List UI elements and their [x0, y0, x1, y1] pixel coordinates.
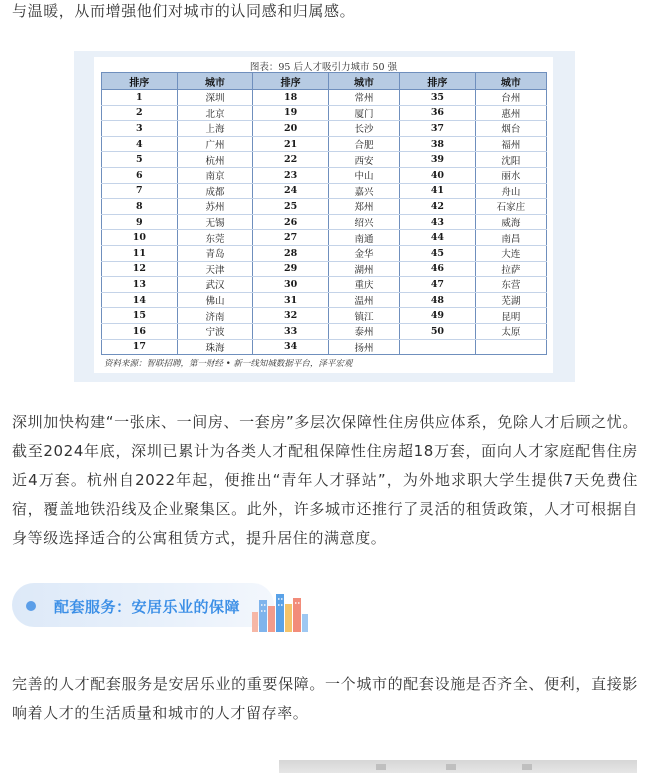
- table-row: [102, 90, 547, 106]
- rank-cell: 48: [400, 292, 476, 308]
- rank-cell: 30: [253, 277, 329, 293]
- rank-cell: 17: [102, 339, 178, 355]
- city-cell: [475, 339, 546, 355]
- city-cell: 丽水: [475, 167, 546, 183]
- city-cell: 重庆: [328, 277, 399, 293]
- rank-cell: 39: [400, 152, 476, 168]
- table-source-note: 资料来源：智联招聘，第一财经 • 新一线知城数据平台，泽平宏观: [104, 359, 353, 369]
- city-cell: 台州: [475, 90, 546, 106]
- rank-cell: 50: [400, 323, 476, 339]
- rank-cell: 1: [102, 90, 178, 106]
- header-rank: 排序: [253, 73, 329, 90]
- rank-cell: 27: [253, 230, 329, 246]
- rank-cell: 36: [400, 105, 476, 121]
- rank-cell: 5: [102, 152, 178, 168]
- rank-cell: 35: [400, 90, 476, 106]
- city-cell: 芜湖: [475, 292, 546, 308]
- city-cell: 厦门: [328, 105, 399, 121]
- rank-cell: 32: [253, 308, 329, 324]
- table-figure: [74, 51, 575, 382]
- rank-cell: 18: [253, 90, 329, 106]
- city-cell: 福州: [475, 136, 546, 152]
- header-rank: 排序: [102, 73, 178, 90]
- city-cell: 中山: [328, 167, 399, 183]
- city-cell: 烟台: [475, 121, 546, 137]
- table-row: [102, 230, 547, 246]
- city-cell: 深圳: [177, 90, 253, 106]
- rank-cell: 11: [102, 245, 178, 261]
- rank-cell: 14: [102, 292, 178, 308]
- table-row: [102, 277, 547, 293]
- city-cell: 温州: [328, 292, 399, 308]
- city-ranking-table: [101, 72, 547, 355]
- table-row: [102, 183, 547, 199]
- city-cell: 嘉兴: [328, 183, 399, 199]
- rank-cell: 47: [400, 277, 476, 293]
- city-cell: 西安: [328, 152, 399, 168]
- city-cell: 镇江: [328, 308, 399, 324]
- photo-detail: [376, 764, 386, 770]
- table-row: [102, 323, 547, 339]
- city-cell: 舟山: [475, 183, 546, 199]
- rank-cell: 31: [253, 292, 329, 308]
- city-cell: 拉萨: [475, 261, 546, 277]
- city-cell: 大连: [475, 245, 546, 261]
- rank-cell: 21: [253, 136, 329, 152]
- city-cell: 长沙: [328, 121, 399, 137]
- table-row: [102, 199, 547, 215]
- rank-cell: 28: [253, 245, 329, 261]
- paragraph-services: 完善的人才配套服务是安居乐业的重要保障。一个城市的配套设施是否齐全、便利，直接影响着人才的生活质量和城市的人才留存率。: [12, 675, 638, 722]
- table-row: [102, 167, 547, 183]
- rank-cell: 46: [400, 261, 476, 277]
- rank-cell: 19: [253, 105, 329, 121]
- city-cell: 成都: [177, 183, 253, 199]
- table-title: 图表：95 后人才吸引力城市 50 强: [249, 62, 398, 73]
- rank-cell: 29: [253, 261, 329, 277]
- city-cell: 广州: [177, 136, 253, 152]
- rank-cell: 8: [102, 199, 178, 215]
- photo-detail: [522, 764, 532, 770]
- city-cell: 扬州: [328, 339, 399, 355]
- photo-top-edge: [279, 760, 637, 773]
- rank-cell: 23: [253, 167, 329, 183]
- header-rank: 排序: [400, 73, 476, 90]
- header-city: 城市: [177, 73, 253, 90]
- city-cell: 威海: [475, 214, 546, 230]
- city-cell: 太原: [475, 323, 546, 339]
- city-cell: 南昌: [475, 230, 546, 246]
- city-cell: 东营: [475, 277, 546, 293]
- rank-cell: [400, 339, 476, 355]
- rank-cell: 33: [253, 323, 329, 339]
- rank-cell: 20: [253, 121, 329, 137]
- rank-cell: 44: [400, 230, 476, 246]
- city-cell: 沈阳: [475, 152, 546, 168]
- table-body: [102, 90, 547, 355]
- rank-cell: 7: [102, 183, 178, 199]
- rank-cell: 3: [102, 121, 178, 137]
- paragraph-intro-tail: 与温暖，从而增强他们对城市的认同感和归属感。: [12, 2, 356, 20]
- table-row: [102, 245, 547, 261]
- city-cell: 南京: [177, 167, 253, 183]
- rank-cell: 34: [253, 339, 329, 355]
- rank-cell: 13: [102, 277, 178, 293]
- rank-cell: 2: [102, 105, 178, 121]
- rank-cell: 4: [102, 136, 178, 152]
- table-row: [102, 308, 547, 324]
- city-cell: 北京: [177, 105, 253, 121]
- header-city: 城市: [328, 73, 399, 90]
- rank-cell: 49: [400, 308, 476, 324]
- city-cell: 佛山: [177, 292, 253, 308]
- rank-cell: 26: [253, 214, 329, 230]
- city-cell: 绍兴: [328, 214, 399, 230]
- city-cell: 合肥: [328, 136, 399, 152]
- city-cell: 郑州: [328, 199, 399, 215]
- rank-cell: 22: [253, 152, 329, 168]
- city-cell: 南通: [328, 230, 399, 246]
- table-row: [102, 105, 547, 121]
- rank-cell: 16: [102, 323, 178, 339]
- table-row: [102, 292, 547, 308]
- paragraph-housing: 深圳加快构建“一张床、一间房、一套房”多层次保障性住房供应体系，免除人才后顾之忧。截至2024年底，深圳已累计为各类人才配租保障性住房超18万套，面向人才家庭配售住房近4万套。杭州自2022年起，便推出“青年人才驿站”，为外地求职大学生提供7天免费住宿，覆盖地铁沿线及企业聚集区。此外，许多城市还推行了灵活的租赁政策，人才可根据自身等级选择适合的公寓租赁方式，提升居住的满意度。: [12, 413, 638, 547]
- rank-cell: 10: [102, 230, 178, 246]
- city-cell: 武汉: [177, 277, 253, 293]
- city-cell: 湖州: [328, 261, 399, 277]
- city-cell: 济南: [177, 308, 253, 324]
- city-cell: 惠州: [475, 105, 546, 121]
- table-row: [102, 152, 547, 168]
- table-row: [102, 136, 547, 152]
- city-cell: 石家庄: [475, 199, 546, 215]
- table-header-row: [102, 73, 547, 90]
- section-title: 配套服务：安居乐业的保障: [54, 598, 241, 616]
- rank-cell: 25: [253, 199, 329, 215]
- rank-cell: 9: [102, 214, 178, 230]
- city-cell: 常州: [328, 90, 399, 106]
- city-cell: 杭州: [177, 152, 253, 168]
- table-figure-inner: [94, 57, 553, 373]
- table-row: [102, 261, 547, 277]
- rank-cell: 40: [400, 167, 476, 183]
- city-cell: 无锡: [177, 214, 253, 230]
- photo-detail: [446, 764, 456, 770]
- rank-cell: 12: [102, 261, 178, 277]
- city-cell: 苏州: [177, 199, 253, 215]
- city-cell: 泰州: [328, 323, 399, 339]
- city-buildings-icon: [250, 590, 310, 632]
- city-cell: 天津: [177, 261, 253, 277]
- rank-cell: 42: [400, 199, 476, 215]
- city-cell: 上海: [177, 121, 253, 137]
- table-row: [102, 339, 547, 355]
- city-cell: 东莞: [177, 230, 253, 246]
- table-row: [102, 121, 547, 137]
- table-row: [102, 214, 547, 230]
- bullet-dot-icon: [26, 601, 36, 611]
- rank-cell: 15: [102, 308, 178, 324]
- rank-cell: 24: [253, 183, 329, 199]
- rank-cell: 41: [400, 183, 476, 199]
- rank-cell: 6: [102, 167, 178, 183]
- city-cell: 昆明: [475, 308, 546, 324]
- rank-cell: 37: [400, 121, 476, 137]
- rank-cell: 38: [400, 136, 476, 152]
- rank-cell: 45: [400, 245, 476, 261]
- city-cell: 宁波: [177, 323, 253, 339]
- rank-cell: 43: [400, 214, 476, 230]
- header-city: 城市: [475, 73, 546, 90]
- city-cell: 金华: [328, 245, 399, 261]
- city-cell: 珠海: [177, 339, 253, 355]
- city-cell: 青岛: [177, 245, 253, 261]
